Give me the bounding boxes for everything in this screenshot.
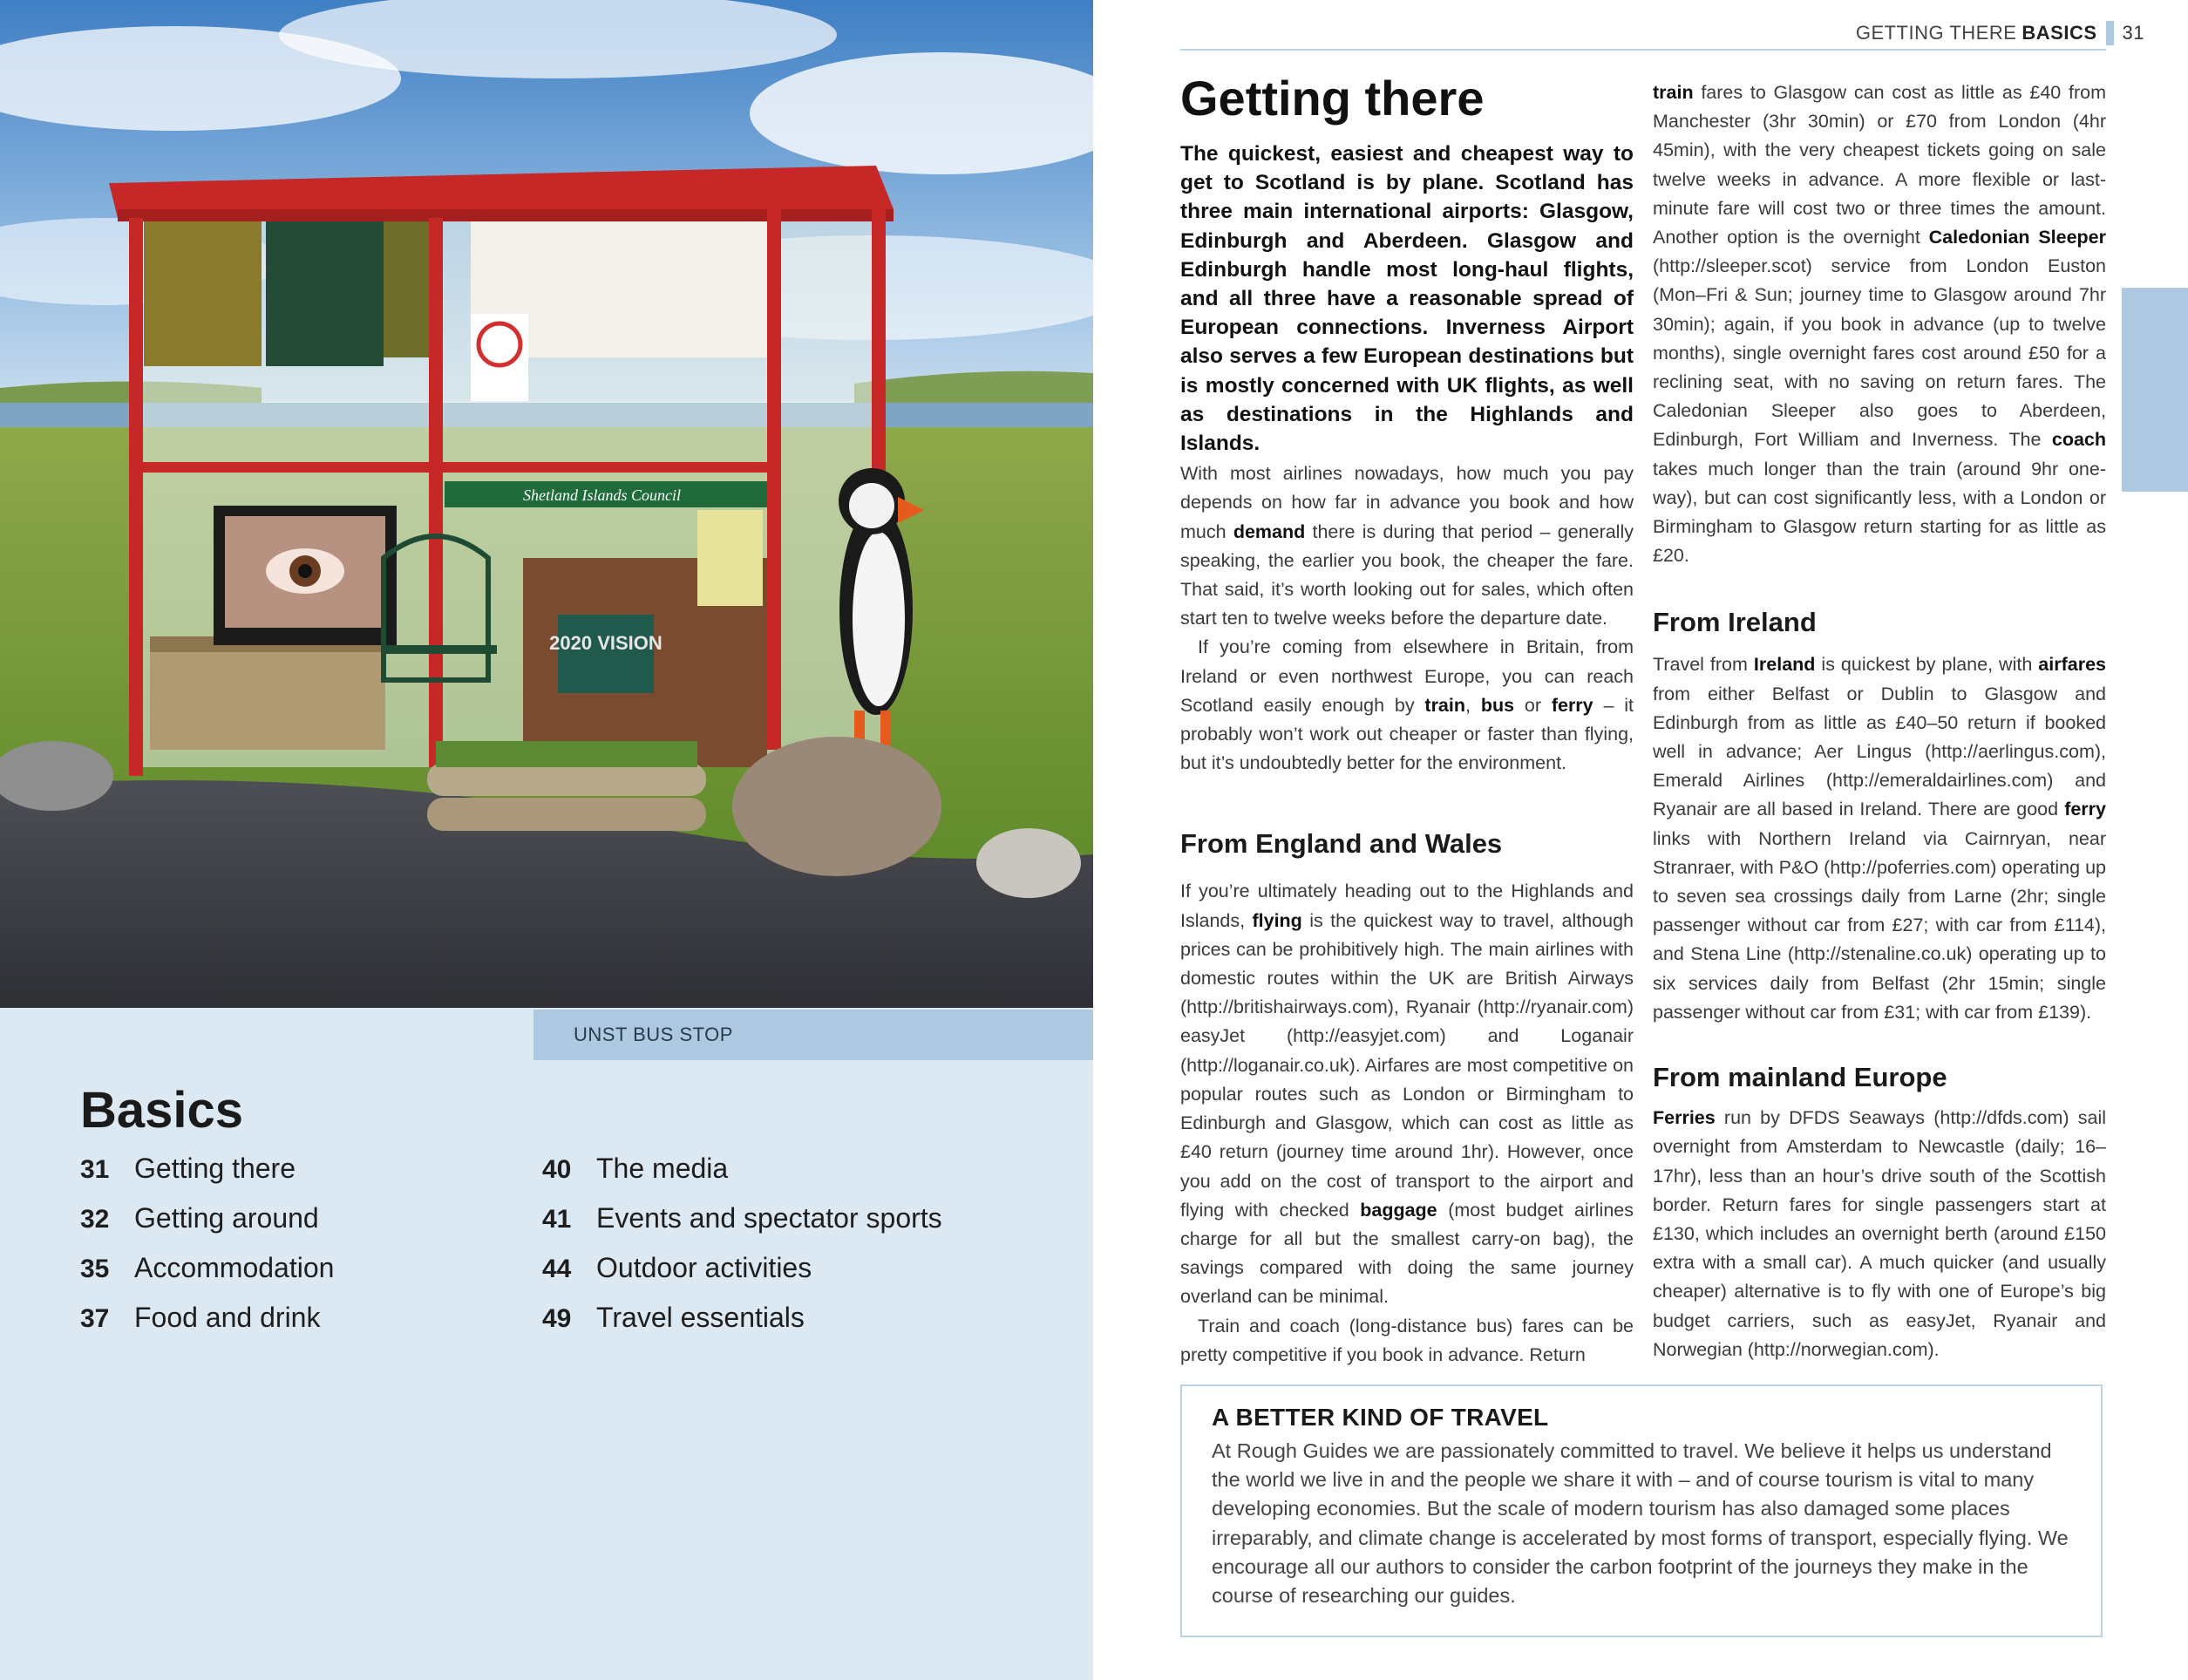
photo-caption: UNST BUS STOP (574, 1024, 733, 1045)
toc-label: The media (596, 1153, 729, 1184)
photo-caption-strip (533, 1010, 1093, 1060)
intro-paragraph: The quickest, easiest and cheapest way to get to Scotland is by plane. Scotland has three main international airports: Glasgow, Edinburgh and Aberdeen. Glasgow and Edinburgh handle most long-haul flights, and all three have a reasonable spread of European connections. Inverness Airport also serves a few European destinations but is mostly concerned with UK flights, as well as destinations in the Highlands and Islands. (1180, 142, 1634, 456)
text-run: Train and coach (long-distance bus) fares can be pretty competitive if you book in advance. Return (1180, 1315, 1634, 1365)
paragraph (1180, 1312, 1634, 1370)
text-run: Travel from (1653, 654, 1754, 676)
text-run: run by DFDS Seaways (http://dfds.com) sail overnight from Amsterdam to Newcastle (daily; 16–17hr), less than an hour’s drive south of the Scottish border. Return fares for single passengers start at £130, which includes an overnight berth (around £150 extra with a small car). A much quicker (and usually cheaper) alternative is to fly with one of Europe’s big budget carriers, such as easyJet, Ryanair and Norwegian (http://norwegian.com). (1653, 1107, 2106, 1360)
left-page (0, 0, 1093, 1680)
page-number: 31 (2122, 22, 2144, 44)
text-bold: demand (1233, 520, 1306, 542)
text-run: – it probably won’t work out cheaper or faster than flying, but it’s undoubtedly better for the environment. (1180, 694, 1634, 774)
text-column-1 (1180, 73, 1634, 1370)
toc-page: 49 (542, 1304, 572, 1333)
toc-item[interactable] (80, 1153, 334, 1202)
paragraph (1180, 459, 1634, 633)
text-bold: Ireland (1753, 654, 1816, 676)
text-run: (http://sleeper.scot) service from London Euston (Mon–Fri & Sun; journey time to Glasgow around 7hr 30min); again, if you book in advance (up to twelve months), single overnight fares cost around £50 for a reclining seat, with no saving on return fares. The Caledonian Sleeper also goes to Aberdeen, Edinburgh, Fort William and Inverness. The (1653, 255, 2106, 451)
toc-label: Events and spectator sports (596, 1202, 942, 1234)
toc-item[interactable] (542, 1202, 942, 1252)
running-head-bar (2106, 21, 2114, 45)
toc-label: Getting around (134, 1202, 319, 1234)
toc-page: 41 (542, 1205, 572, 1234)
toc-label: Accommodation (134, 1252, 335, 1283)
toc-label: Food and drink (134, 1302, 321, 1333)
text-bold: ferry (1551, 694, 1593, 716)
toc-page: 31 (80, 1155, 110, 1184)
right-page (1093, 0, 2188, 1680)
paragraph (1653, 1104, 2106, 1364)
toc-page: 40 (542, 1155, 572, 1184)
toc-label: Getting there (134, 1153, 296, 1184)
page-title: Getting there (1180, 71, 1485, 126)
toc-item[interactable] (80, 1302, 334, 1351)
text-run: If you’re ultimately heading out to the Highlands and Islands, (1180, 881, 1634, 931)
toc-item[interactable] (542, 1252, 942, 1302)
toc-left-column (80, 1153, 334, 1351)
text-bold: train (1424, 694, 1465, 716)
text-run: is quickest by plane, with (1815, 654, 2039, 676)
text-run: (most budget airlines charge for all but the smallest carry-on bag), the savings compared with doing the same journey overland can be minimal. (1180, 1199, 1634, 1308)
toc-label: Outdoor activities (596, 1252, 812, 1283)
text-bold: flying (1252, 909, 1302, 931)
toc-right-column (542, 1153, 942, 1351)
toc-page: 44 (542, 1255, 572, 1283)
text-run: or (1514, 694, 1552, 716)
toc-page: 37 (80, 1304, 110, 1333)
subheading-mainland-europe: From mainland Europe (1653, 1062, 1947, 1093)
text-bold: Ferries (1653, 1107, 1716, 1129)
subheading-england-wales: From England and Wales (1180, 828, 1503, 860)
paragraph (1653, 650, 2106, 1027)
council-sign-text: Shetland Islands Council (523, 486, 681, 504)
text-bold: coach (2051, 429, 2106, 451)
running-head (1856, 21, 2144, 45)
text-bold: ferry (2064, 799, 2106, 820)
text-bold: Caledonian Sleeper (1928, 227, 2106, 248)
toc-item[interactable] (80, 1202, 334, 1252)
text-bold: bus (1480, 694, 1515, 716)
text-run: takes much longer than the train (around 9hr one-way), but can cost significantly less, with a London or Birmingham to Glasgow return starting for as little as £20. (1653, 458, 2106, 567)
board-text: 2020 VISION (549, 632, 663, 654)
toc-item[interactable] (542, 1302, 942, 1351)
text-run: If you’re coming from elsewhere in Britain, from Ireland or even northwest Europe, you can reach Scotland easily enough by (1180, 636, 1634, 716)
better-travel-box (1180, 1384, 2103, 1637)
toc-item[interactable] (80, 1252, 334, 1302)
text-run: from either Belfast or Dublin to Glasgow and Edinburgh from as little as £40–50 return if booked well in advance; Aer Lingus (http://aerlingus.com), Emerald Airlines (http://emeraldairlines.com) and Ryanair are all based in Ireland. There are good (1653, 683, 2106, 820)
text-bold: train (1653, 82, 1694, 103)
toc-item[interactable] (542, 1153, 942, 1202)
text-run: , (1465, 694, 1481, 716)
box-title: A BETTER KIND OF TRAVEL (1212, 1404, 1549, 1431)
paragraph (1180, 633, 1634, 778)
subheading-ireland: From Ireland (1653, 607, 1817, 638)
toc-page: 32 (80, 1205, 110, 1234)
running-head-section: GETTING THERE (1855, 22, 2017, 44)
text-bold: airfares (2038, 654, 2106, 676)
header-rule (1180, 49, 2106, 51)
text-column-2 (1653, 78, 2106, 1364)
text-run: With most airlines nowadays, how much you pay depends on how far in advance you book and how much (1180, 463, 1634, 542)
side-thumb-tab (2122, 288, 2188, 492)
text-bold: baggage (1360, 1199, 1437, 1221)
running-head-chapter: BASICS (2022, 22, 2097, 44)
toc-page: 35 (80, 1255, 110, 1283)
toc-label: Travel essentials (596, 1302, 805, 1333)
text-run: links with Northern Ireland via Cairnryan, near Stranraer, with P&O (http://poferries.com) operating up to seven sea crossings daily from Larne (2hr; single passenger without car from £27; with car from £114), and Stena Line (http://stenaline.co.uk) operating up to six services daily from Belfast (2hr 15min; single passenger without car from £31; with car from £139). (1653, 827, 2106, 1023)
basics-title: Basics (80, 1082, 244, 1139)
text-run: fares to Glasgow can cost as little as £40 from Manchester (3hr 30min) or £70 from London (4hr 45min), with the very cheapest tickets going on sale twelve weeks in advance. A more flexible or last-minute fare will cost two or three times the amount. Another option is the overnight (1653, 82, 2106, 248)
text-run: is the quickest way to travel, although prices can be prohibitively high. The main airlines with domestic routes within the UK are British Airways (http://britishairways.com), Ryanair (http://ryanair.com) easyJet (http://easyjet.com) and Loganair (http://loganair.co.uk). Airfares are most competitive on popular routes such as London or Birmingham to Edinburgh and Glasgow, which can cost as little as £40 return (journey time around 1hr). However, once you add on the cost of transport to the airport and flying with checked (1180, 909, 1634, 1221)
paragraph (1653, 78, 2106, 570)
text-run: there is during that period – generally speaking, the earlier you book, the cheaper the fare. That said, it’s worth looking out for sales, which often start ten to twelve weeks before the departure date. (1180, 520, 1634, 629)
box-body: At Rough Guides we are passionately committed to travel. We believe it helps us understand the world we live in and the people we share it with – and of course tourism is vital to many developing economies. But the scale of modern tourism has also damaged some places irreparably, and climate change is accelerated by most forms of transport, especially flying. We encourage all our authors to consider the carbon footprint of the journeys they make in the course of researching our guides. (1212, 1439, 2069, 1608)
bus-stop-photo (0, 0, 1093, 1008)
paragraph (1180, 877, 1634, 1311)
